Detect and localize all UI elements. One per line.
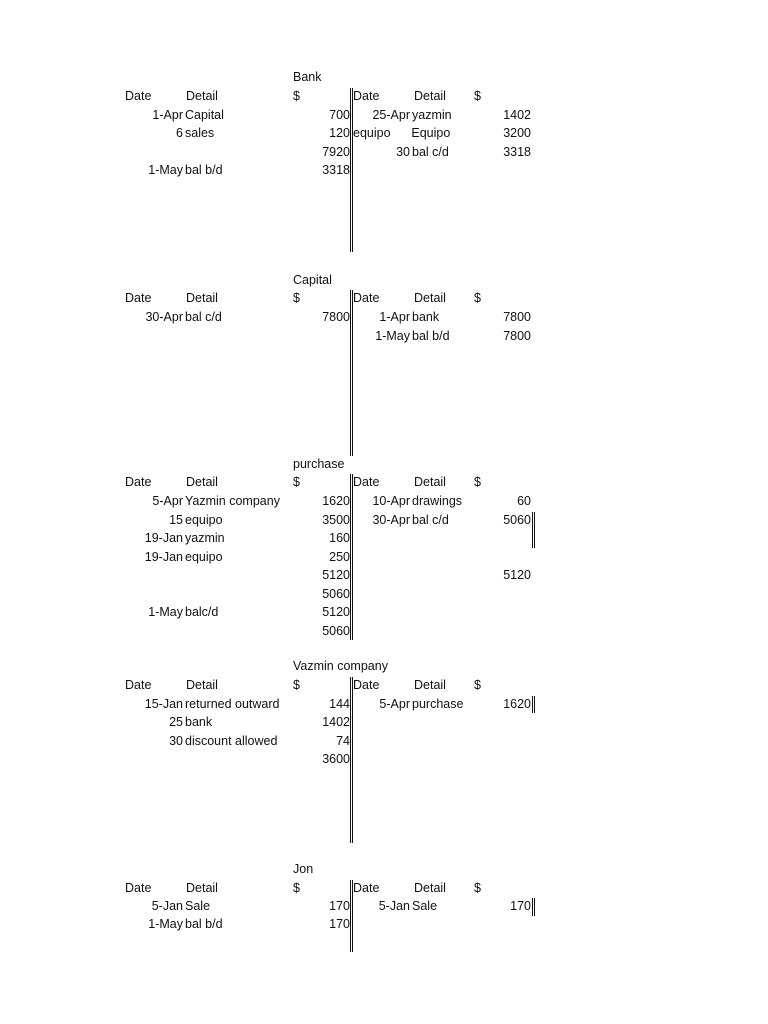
cell-border-mark: [532, 512, 535, 548]
entry-date: 19-Jan: [144, 531, 183, 545]
header-date-right: Date: [353, 881, 380, 895]
t-account-divider: [350, 474, 353, 640]
entry-detail: bal c/d: [412, 145, 449, 159]
header-amount-right: $: [474, 89, 481, 103]
account-title: Capital: [293, 273, 332, 287]
entry-amount: 5120: [322, 568, 350, 582]
entry-date: 1-May: [148, 917, 183, 931]
entry-date: 25: [169, 715, 183, 729]
entry-date: 5-Apr: [152, 494, 183, 508]
cell-border-mark: [532, 898, 535, 916]
entry-detail: Yazmin company: [185, 494, 280, 508]
t-account-divider: [350, 88, 353, 252]
entry-amount: 7800: [503, 329, 531, 343]
entry-detail: bank: [412, 310, 440, 324]
entry-amount: 1620: [322, 494, 350, 508]
entry-amount: 1402: [322, 715, 350, 729]
account-title: Bank: [293, 70, 322, 84]
entry-amount: 250: [329, 550, 350, 564]
header-date-right: Date: [353, 475, 380, 489]
entry-amount: 120: [329, 126, 350, 140]
entry-detail: equipo: [185, 550, 223, 564]
entry-date: 1-Apr: [152, 108, 183, 122]
entry-date: 5-Jan: [378, 899, 410, 913]
entry-date: 30-Apr: [145, 310, 183, 324]
header-amount: $: [293, 881, 300, 895]
header-date: Date: [125, 89, 152, 103]
entry-detail: sales: [185, 126, 215, 140]
entry-amount: 5120: [322, 605, 350, 619]
entry-detail: returned outward: [185, 697, 280, 711]
entry-date: 30: [169, 734, 183, 748]
header-amount-right: $: [474, 475, 481, 489]
entry-date: 1-May: [148, 163, 183, 177]
entry-detail: bal b/d: [185, 917, 223, 931]
t-account-divider: [350, 880, 353, 952]
entry-detail: bal b/d: [412, 329, 450, 343]
header-detail-right: Detail: [414, 678, 446, 692]
entry-date: 1-Apr: [379, 310, 410, 324]
entry-date: 15: [169, 513, 183, 527]
entry-amount: 170: [510, 899, 531, 913]
entry-date: 5-Apr: [379, 697, 410, 711]
header-detail-right: Detail: [414, 89, 446, 103]
header-detail: Detail: [186, 475, 218, 489]
entry-amount: 5120: [503, 568, 531, 582]
entry-detail: bal c/d: [185, 310, 222, 324]
header-amount: $: [293, 291, 300, 305]
entry-amount: 1402: [503, 108, 531, 122]
header-amount: $: [293, 89, 300, 103]
entry-date: 5-Jan: [151, 899, 183, 913]
header-amount-right: $: [474, 881, 481, 895]
entry-amount: 5060: [322, 624, 350, 638]
header-detail: Detail: [186, 678, 218, 692]
header-date-right: Date: [353, 291, 380, 305]
header-date-right: Date: [353, 89, 380, 103]
entry-detail: balc/d: [185, 605, 219, 619]
entry-amount: 74: [336, 734, 350, 748]
entry-detail: bal b/d: [185, 163, 223, 177]
entry-date: 1-May: [375, 329, 410, 343]
cell-border-mark: [532, 696, 535, 713]
entry-amount: 3200: [503, 126, 531, 140]
entry-detail: Sale: [185, 899, 211, 913]
t-account-divider: [350, 290, 353, 456]
entry-date: 30-Apr: [372, 513, 410, 527]
entry-amount: 7800: [503, 310, 531, 324]
header-amount-right: $: [474, 678, 481, 692]
entry-date: 30: [396, 145, 410, 159]
entry-amount: 3318: [322, 163, 350, 177]
account-title: purchase: [293, 457, 345, 471]
entry-amount: 160: [329, 531, 350, 545]
entry-amount: 3500: [322, 513, 350, 527]
entry-amount: 5060: [322, 587, 350, 601]
entry-amount: 144: [329, 697, 350, 711]
header-detail-right: Detail: [414, 475, 446, 489]
entry-detail: discount allowed: [185, 734, 278, 748]
t-account-divider: [350, 677, 353, 843]
entry-detail: bank: [185, 715, 213, 729]
header-date: Date: [125, 881, 152, 895]
entry-detail: purchase: [412, 697, 464, 711]
entry-date: 1-May: [148, 605, 183, 619]
entry-detail: drawings: [412, 494, 463, 508]
entry-date: 6: [176, 126, 183, 140]
entry-amount: 7800: [322, 310, 350, 324]
entry-date: 10-Apr: [372, 494, 410, 508]
entry-detail: yazmin: [412, 108, 452, 122]
entry-detail: bal c/d: [412, 513, 449, 527]
entry-detail: equipo: [185, 513, 223, 527]
header-amount: $: [293, 678, 300, 692]
header-date-right: Date: [353, 678, 380, 692]
entry-amount: 3318: [503, 145, 531, 159]
entry-amount: 60: [517, 494, 531, 508]
header-date: Date: [125, 291, 152, 305]
entry-amount: 700: [329, 108, 350, 122]
entry-date: 25-Apr: [372, 108, 410, 122]
entry-date: 19-Jan: [144, 550, 183, 564]
entry-detail: equipo Equipo: [353, 126, 451, 140]
header-detail: Detail: [186, 881, 218, 895]
header-detail: Detail: [186, 291, 218, 305]
entry-amount: 5060: [503, 513, 531, 527]
header-amount: $: [293, 475, 300, 489]
account-title: Jon: [293, 862, 314, 876]
entry-amount: 170: [329, 917, 350, 931]
account-title: Vazmin company: [293, 659, 388, 673]
entry-amount: 170: [329, 899, 350, 913]
entry-amount: 7920: [322, 145, 350, 159]
entry-date: 15-Jan: [144, 697, 183, 711]
entry-detail: yazmin: [185, 531, 225, 545]
header-detail-right: Detail: [414, 291, 446, 305]
header-detail: Detail: [186, 89, 218, 103]
entry-amount: 1620: [503, 697, 531, 711]
entry-detail: Capital: [185, 108, 224, 122]
header-detail-right: Detail: [414, 881, 446, 895]
header-amount-right: $: [474, 291, 481, 305]
header-date: Date: [125, 678, 152, 692]
entry-detail: Sale: [412, 899, 438, 913]
header-date: Date: [125, 475, 152, 489]
entry-amount: 3600: [322, 752, 350, 766]
